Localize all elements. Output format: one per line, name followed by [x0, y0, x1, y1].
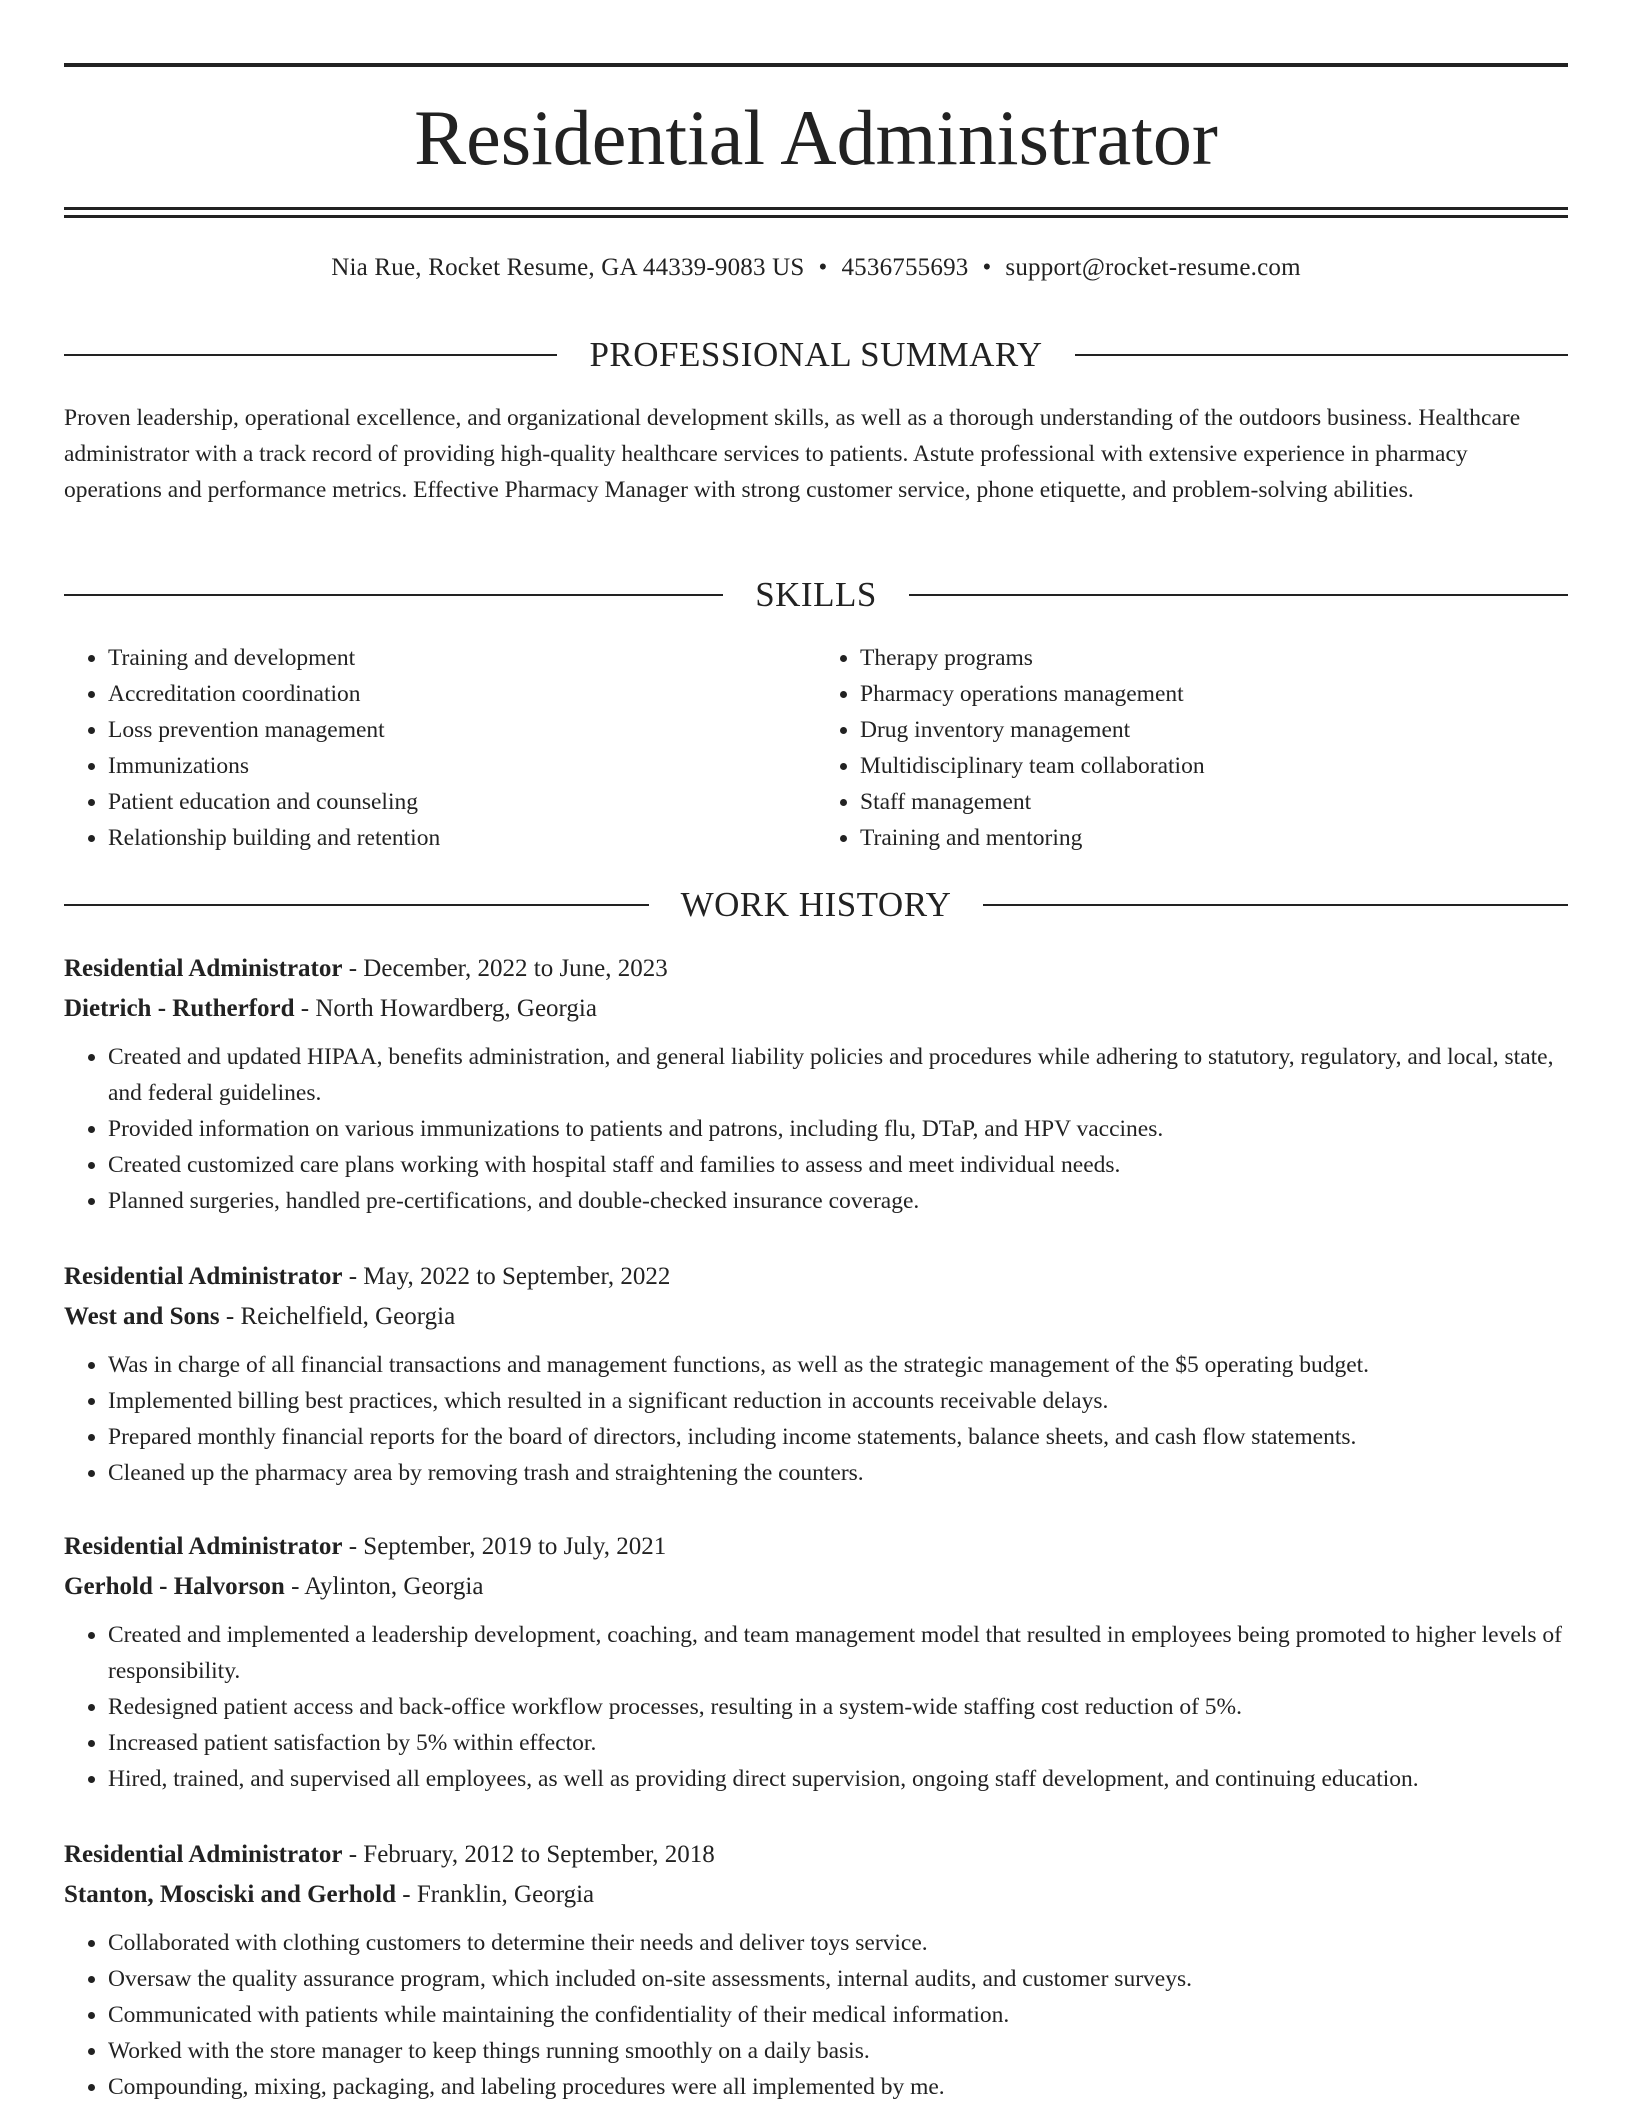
- job-bullets: [64, 1039, 1568, 1219]
- job-company-line: [64, 989, 1568, 1029]
- skill-item: • Loss prevention management: [108, 712, 816, 748]
- job-entry: [64, 1257, 1568, 1491]
- job-title-line: [64, 1527, 1568, 1567]
- job-company-line: [64, 1567, 1568, 1607]
- heading-rule-left: [64, 904, 649, 906]
- section-title-work-history: WORK HISTORY: [680, 885, 952, 924]
- section-heading-work-history: [64, 883, 1568, 927]
- skill-item: • Pharmacy operations management: [860, 676, 1568, 712]
- job-bullet: • Cleaned up the pharmacy area by removing trash and straightening the counters.: [108, 1455, 1568, 1491]
- job-title-line: [64, 1835, 1568, 1875]
- skill-item: • Multidisciplinary team collaboration: [860, 748, 1568, 784]
- section-title-skills: SKILLS: [755, 575, 877, 614]
- heading-rule-right: [1075, 354, 1568, 356]
- job-bullet: • Created customized care plans working with hospital staff and families to assess and meet individual needs.: [108, 1147, 1568, 1183]
- section-heading-skills: [64, 573, 1568, 617]
- contact-separator: •: [982, 254, 992, 281]
- skill-item: • Training and development: [108, 640, 816, 676]
- skill-item: • Staff management: [860, 784, 1568, 820]
- section-heading-summary: [64, 333, 1568, 377]
- job-bullet: • Prepared monthly financial reports for the board of directors, including income statements, balance sheets, and cash flow statements.: [108, 1419, 1568, 1455]
- job-bullet: • Created and implemented a leadership development, coaching, and team management model that resulted in employees being promoted to higher levels of responsibility.: [108, 1617, 1568, 1689]
- job-company: West and Sons: [64, 1303, 220, 1330]
- job-title: Residential Administrator: [64, 955, 343, 982]
- job-company: Gerhold - Halvorson: [64, 1573, 285, 1600]
- title-rule-upper: [64, 207, 1568, 210]
- job-bullet: • Hired, trained, and supervised all employees, as well as providing direct supervision, ongoing staff development, and continuing education.: [108, 1761, 1568, 1797]
- job-bullet: • Collaborated with clothing customers to determine their needs and deliver toys service.: [108, 1925, 1568, 1961]
- job-dates: - February, 2012 to September, 2018: [342, 1841, 715, 1868]
- job-dates: - September, 2019 to July, 2021: [342, 1533, 667, 1560]
- heading-rule-right: [909, 594, 1568, 596]
- heading-rule-left: [64, 354, 557, 356]
- job-location: - Reichelfield, Georgia: [219, 1303, 456, 1330]
- summary-text: Proven leadership, operational excellence, and organizational development skills, as well as a thorough understanding of the outdoors business. Healthcare administrator with a track record of providing high-quality healthcare services to patients. Astute professional with extensive experience in pharmacy operations and performance metrics. Effective Pharmacy Manager with strong customer service, phone etiquette, and problem-solving abilities.: [64, 405, 1521, 503]
- job-bullet: • Compounding, mixing, packaging, and labeling procedures were all implemented by me.: [108, 2069, 1568, 2105]
- job-company: Stanton, Mosciski and Gerhold: [64, 1881, 397, 1908]
- job-title: Residential Administrator: [64, 1841, 343, 1868]
- job-company-line: [64, 1297, 1568, 1337]
- title-rule-lower: [64, 215, 1568, 218]
- job-bullet: • Increased patient satisfaction by 5% within effector.: [108, 1725, 1568, 1761]
- job-bullet: • Oversaw the quality assurance program, which included on-site assessments, internal audits, and customer surveys.: [108, 1961, 1568, 1997]
- job-bullet: • Provided information on various immunizations to patients and patrons, including flu, DTaP, and HPV vaccines.: [108, 1111, 1568, 1147]
- job-bullet: • Worked with the store manager to keep things running smoothly on a daily basis.: [108, 2033, 1568, 2069]
- job-bullet: • Redesigned patient access and back-office workflow processes, resulting in a system-wide staffing cost reduction of 5%.: [108, 1689, 1568, 1725]
- job-bullet: • Created and updated HIPAA, benefits administration, and general liability policies and procedures while adhering to statutory, regulatory, and local, state, and federal guidelines.: [108, 1039, 1568, 1111]
- heading-rule-right: [983, 904, 1568, 906]
- contact-phone: 4536755693: [841, 254, 969, 281]
- job-dates: - May, 2022 to September, 2022: [342, 1263, 671, 1290]
- skills-column-right: [816, 640, 1568, 856]
- job-bullets: [64, 1347, 1568, 1491]
- skills-list: [64, 640, 1568, 856]
- skill-item: • Drug inventory management: [860, 712, 1568, 748]
- job-entry: [64, 1527, 1568, 1797]
- job-dates: - December, 2022 to June, 2023: [342, 955, 668, 982]
- contact-email: support@rocket-resume.com: [1005, 254, 1301, 281]
- contact-line: [64, 252, 1568, 284]
- job-bullet: • Planned surgeries, handled pre-certifications, and double-checked insurance coverage.: [108, 1183, 1568, 1219]
- skill-item: • Relationship building and retention: [108, 820, 816, 856]
- job-title-line: [64, 1257, 1568, 1297]
- job-bullets: [64, 1925, 1568, 2105]
- section-title-summary: PROFESSIONAL SUMMARY: [589, 335, 1043, 374]
- skill-item: • Accreditation coordination: [108, 676, 816, 712]
- job-location: - Franklin, Georgia: [396, 1881, 595, 1908]
- job-company-line: [64, 1875, 1568, 1915]
- resume-title: Residential Administrator: [414, 94, 1218, 181]
- skill-item: • Immunizations: [108, 748, 816, 784]
- skill-item: • Therapy programs: [860, 640, 1568, 676]
- job-company: Dietrich - Rutherford: [64, 995, 295, 1022]
- skills-column-left: [64, 640, 816, 856]
- job-entry: [64, 1835, 1568, 2105]
- job-title: Residential Administrator: [64, 1533, 343, 1560]
- job-bullet: • Was in charge of all financial transactions and management functions, as well as the strategic management of the $5 operating budget.: [108, 1347, 1568, 1383]
- job-title: Residential Administrator: [64, 1263, 343, 1290]
- top-rule: [64, 63, 1568, 67]
- job-title-line: [64, 949, 1568, 989]
- job-entry: [64, 949, 1568, 1219]
- job-location: - Aylinton, Georgia: [284, 1573, 484, 1600]
- contact-address: Nia Rue, Rocket Resume, GA 44339-9083 US: [331, 254, 805, 281]
- heading-rule-left: [64, 594, 723, 596]
- skill-item: • Patient education and counseling: [108, 784, 816, 820]
- job-location: - North Howardberg, Georgia: [294, 995, 597, 1022]
- job-bullets: [64, 1617, 1568, 1797]
- job-bullet: • Implemented billing best practices, which resulted in a significant reduction in accounts receivable delays.: [108, 1383, 1568, 1419]
- job-bullet: • Communicated with patients while maintaining the confidentiality of their medical information.: [108, 1997, 1568, 2033]
- contact-separator: •: [818, 254, 828, 281]
- skill-item: • Training and mentoring: [860, 820, 1568, 856]
